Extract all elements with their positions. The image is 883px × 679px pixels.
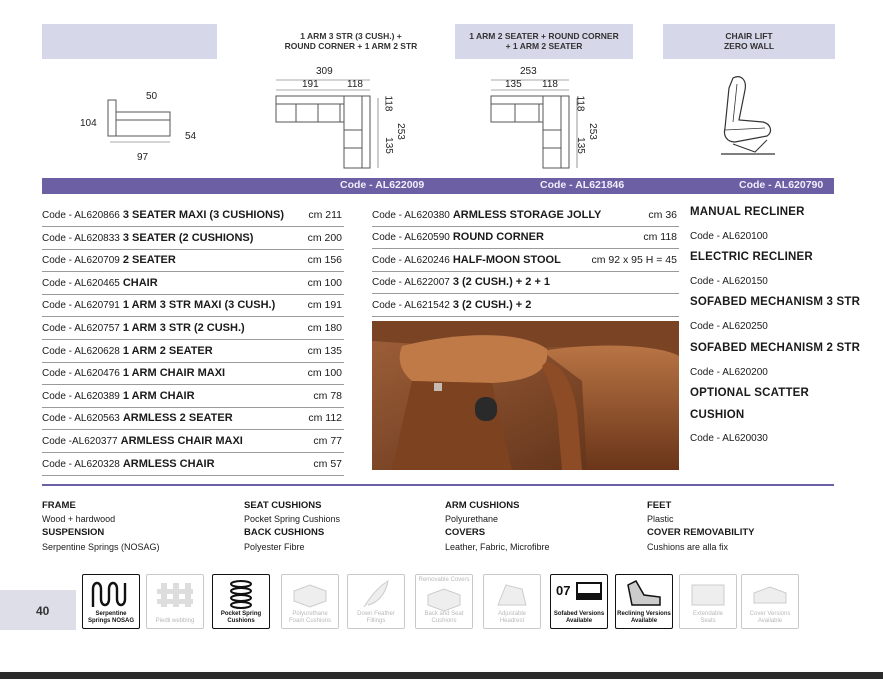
product-size: cm 100	[307, 276, 342, 289]
header-chair-lift: CHAIR LIFT ZERO WALL	[723, 31, 775, 51]
corner2-right: 118	[542, 79, 558, 90]
product-size: cm 200	[307, 231, 342, 244]
corner1-side-a: 118	[382, 95, 394, 112]
spec-seat-title: SEAT CUSHIONS	[244, 500, 322, 511]
spec-covers-title: COVERS	[445, 527, 486, 538]
product-size: cm 156	[307, 254, 342, 267]
product-row	[372, 226, 679, 249]
extendable-seats-icon: Extendable Seats	[679, 574, 737, 629]
product-size: cm 36	[648, 209, 677, 221]
product-size: cm 112	[308, 412, 342, 425]
section-divider	[42, 484, 834, 486]
product-name: 3 SEATER MAXI (3 CUSHIONS)	[122, 209, 284, 221]
spec-covers-value: Leather, Fabric, Microfibre	[445, 542, 550, 552]
product-code: Code - AL620328	[42, 458, 120, 470]
elastic-webbing-icon: Piedli webbing	[146, 574, 204, 629]
spec-feet-title: FEET	[647, 500, 672, 511]
code-bar-3: Code - AL620790	[739, 179, 824, 191]
product-name: 3 (2 CUSH.) + 2	[452, 298, 532, 311]
spec-arm-value: Polyurethane	[445, 514, 499, 524]
corner1-side-b: 135	[382, 137, 394, 154]
product-row	[42, 227, 344, 250]
polyurethane-foam-icon: Polyurethane Foam Cushions	[281, 574, 339, 629]
code-bar-1: Code - AL622009	[340, 179, 425, 191]
product-row	[42, 340, 344, 363]
product-name: 3 (2 CUSH.) + 2 + 1	[452, 276, 551, 289]
product-size: cm 180	[307, 322, 342, 334]
chair-width: 97	[137, 152, 149, 163]
product-size: cm 135	[307, 344, 342, 357]
product-row	[42, 204, 344, 227]
electric-recliner-title: ELECTRIC RECLINER	[690, 251, 813, 263]
product-code: Code - AL620866	[42, 210, 120, 221]
product-code: Code - AL620389	[42, 390, 120, 402]
corner1-total: 309	[316, 66, 333, 77]
spec-removability-title: COVER REMOVABILITY	[647, 527, 755, 538]
product-code: Code -AL620377	[42, 436, 118, 447]
product-code: Code - AL620833	[42, 232, 120, 244]
product-name: ROUND CORNER	[452, 231, 544, 244]
product-code: Code - AL620590	[372, 232, 450, 244]
product-row	[42, 272, 344, 295]
product-code: Code - AL620628	[42, 345, 120, 357]
product-row	[42, 407, 344, 430]
corner1-right: 118	[347, 79, 363, 90]
corner1-side-total: 253	[394, 123, 406, 140]
manual-recliner-code: Code - AL620100	[690, 231, 768, 242]
product-name: ARMLESS CHAIR MAXI	[120, 435, 243, 447]
cover-versions-icon: Cover Versions Available	[741, 574, 799, 629]
product-row	[42, 317, 344, 340]
corner2-side-total: 253	[586, 123, 598, 140]
header-corner-2: 1 ARM 2 SEATER + ROUND CORNER + 1 ARM 2 SEATER	[469, 31, 619, 51]
product-size: cm 78	[313, 389, 342, 402]
product-code: Code - AL620757	[42, 323, 120, 334]
code-bar	[42, 178, 834, 194]
product-name: HALF-MOON STOOL	[452, 253, 561, 266]
serpentine-springs-icon: Serpentine Springs NOSAG	[82, 574, 140, 629]
product-code: Code - AL620791	[42, 300, 120, 312]
down-feather-icon: Down Feather Fillings	[347, 574, 405, 629]
spec-seat-value: Pocket Spring Cushions	[244, 514, 341, 524]
chair-depth: 50	[146, 91, 158, 102]
electric-recliner-code: Code - AL620150	[690, 276, 768, 287]
product-name: 1 ARM 2 SEATER	[122, 344, 213, 357]
product-code: Code - AL620709	[42, 255, 120, 267]
product-name: 2 SEATER	[122, 254, 176, 267]
product-name: CHAIR	[122, 276, 158, 289]
spec-frame-value: Wood + hardwood	[42, 514, 116, 524]
product-row	[42, 249, 344, 272]
product-code: Code - AL620563	[42, 413, 120, 425]
pocket-spring-icon: Pocket Spring Cushions	[212, 574, 270, 629]
spec-back-title: BACK CUSHIONS	[244, 527, 325, 538]
product-code: Code - AL620476	[42, 368, 120, 380]
product-size: cm 118	[643, 231, 677, 244]
header-corner-1: 1 ARM 3 STR (3 CUSH.) + ROUND CORNER + 1 ARM 2 STR	[284, 31, 418, 51]
product-row	[372, 249, 679, 272]
chair-seat: 54	[185, 131, 197, 142]
product-name: ARMLESS STORAGE JOLLY	[452, 209, 602, 221]
spec-removability-value: Cushions are alla fix	[647, 542, 729, 552]
code-bar-2: Code - AL621846	[540, 179, 625, 191]
product-size: cm 77	[313, 435, 342, 447]
product-size: cm 100	[307, 367, 342, 380]
spec-frame-title: FRAME	[42, 500, 76, 511]
product-code: Code - AL620465	[42, 277, 120, 289]
manual-recliner-title: MANUAL RECLINER	[690, 206, 805, 218]
scatter-cushion-title-2: CUSHION	[690, 409, 745, 421]
scatter-cushion-title-1: OPTIONAL SCATTER	[690, 387, 810, 399]
product-name: 1 ARM 3 STR MAXI (3 CUSH.)	[122, 299, 276, 312]
product-name: ARMLESS CHAIR	[122, 457, 215, 470]
product-row	[372, 294, 679, 317]
chair-height: 104	[80, 118, 97, 129]
product-row	[42, 385, 344, 408]
product-name: 1 ARM CHAIR MAXI	[122, 367, 226, 380]
sofa-photo	[372, 321, 679, 470]
corner2-side-a: 118	[574, 95, 586, 112]
product-size: cm 211	[308, 209, 342, 221]
product-code: Code - AL620380	[372, 210, 450, 221]
adjustable-headrest-icon: Adjustable Headrest	[483, 574, 541, 629]
product-row	[42, 362, 344, 385]
product-name: ARMLESS 2 SEATER	[122, 412, 233, 425]
page-bottom-edge	[0, 672, 883, 679]
product-name: 1 ARM 3 STR (2 CUSH.)	[122, 322, 245, 334]
corner2-left: 135	[505, 79, 522, 90]
reclining-versions-icon: Reclining Versions Available	[615, 574, 673, 629]
chair-lift-diagram	[715, 70, 785, 160]
removable-covers-icon: Removable Covers Back and Seat Cushions	[415, 574, 473, 629]
spec-suspension-value: Serpentine Springs (NOSAG)	[42, 542, 160, 552]
product-row	[42, 430, 344, 453]
spec-suspension-title: SUSPENSION	[42, 527, 105, 538]
spec-feet-value: Plastic	[647, 514, 674, 524]
product-size: cm 92 x 95 H = 45	[591, 253, 677, 266]
product-code: Code - AL622007	[372, 277, 450, 289]
product-row	[42, 453, 344, 476]
product-size: cm 191	[307, 299, 342, 312]
product-code: Code - AL621542	[372, 299, 450, 311]
sofabed-2str-title: SOFABED MECHANISM 2 STR	[690, 342, 861, 354]
product-name: 3 SEATER (2 CUSHIONS)	[122, 231, 254, 244]
spec-back-value: Polyester Fibre	[244, 542, 305, 552]
scatter-cushion-code: Code - AL620030	[690, 433, 768, 444]
product-size: cm 57	[313, 457, 342, 470]
sofabed-2str-code: Code - AL620200	[690, 367, 768, 378]
corner2-total: 253	[520, 66, 537, 77]
header-box-1	[42, 24, 217, 59]
spec-arm-title: ARM CUSHIONS	[445, 500, 520, 511]
sofabed-versions-icon: 07 Sofabed Versions Available	[550, 574, 608, 629]
product-row	[372, 271, 679, 294]
corner-sofa-diagram-1	[270, 68, 410, 178]
sofabed-3str-code: Code - AL620250	[690, 321, 768, 332]
product-name: 1 ARM CHAIR	[122, 389, 195, 402]
corner1-left: 191	[302, 79, 319, 90]
corner2-side-b: 135	[574, 137, 586, 154]
chair-diagram	[100, 92, 180, 152]
sofabed-3str-title: SOFABED MECHANISM 3 STR	[690, 296, 861, 308]
product-row	[372, 204, 679, 227]
product-row	[42, 294, 344, 317]
product-code: Code - AL620246	[372, 254, 450, 266]
page-number: 40	[36, 604, 50, 618]
corner-sofa-diagram-2	[485, 68, 595, 178]
